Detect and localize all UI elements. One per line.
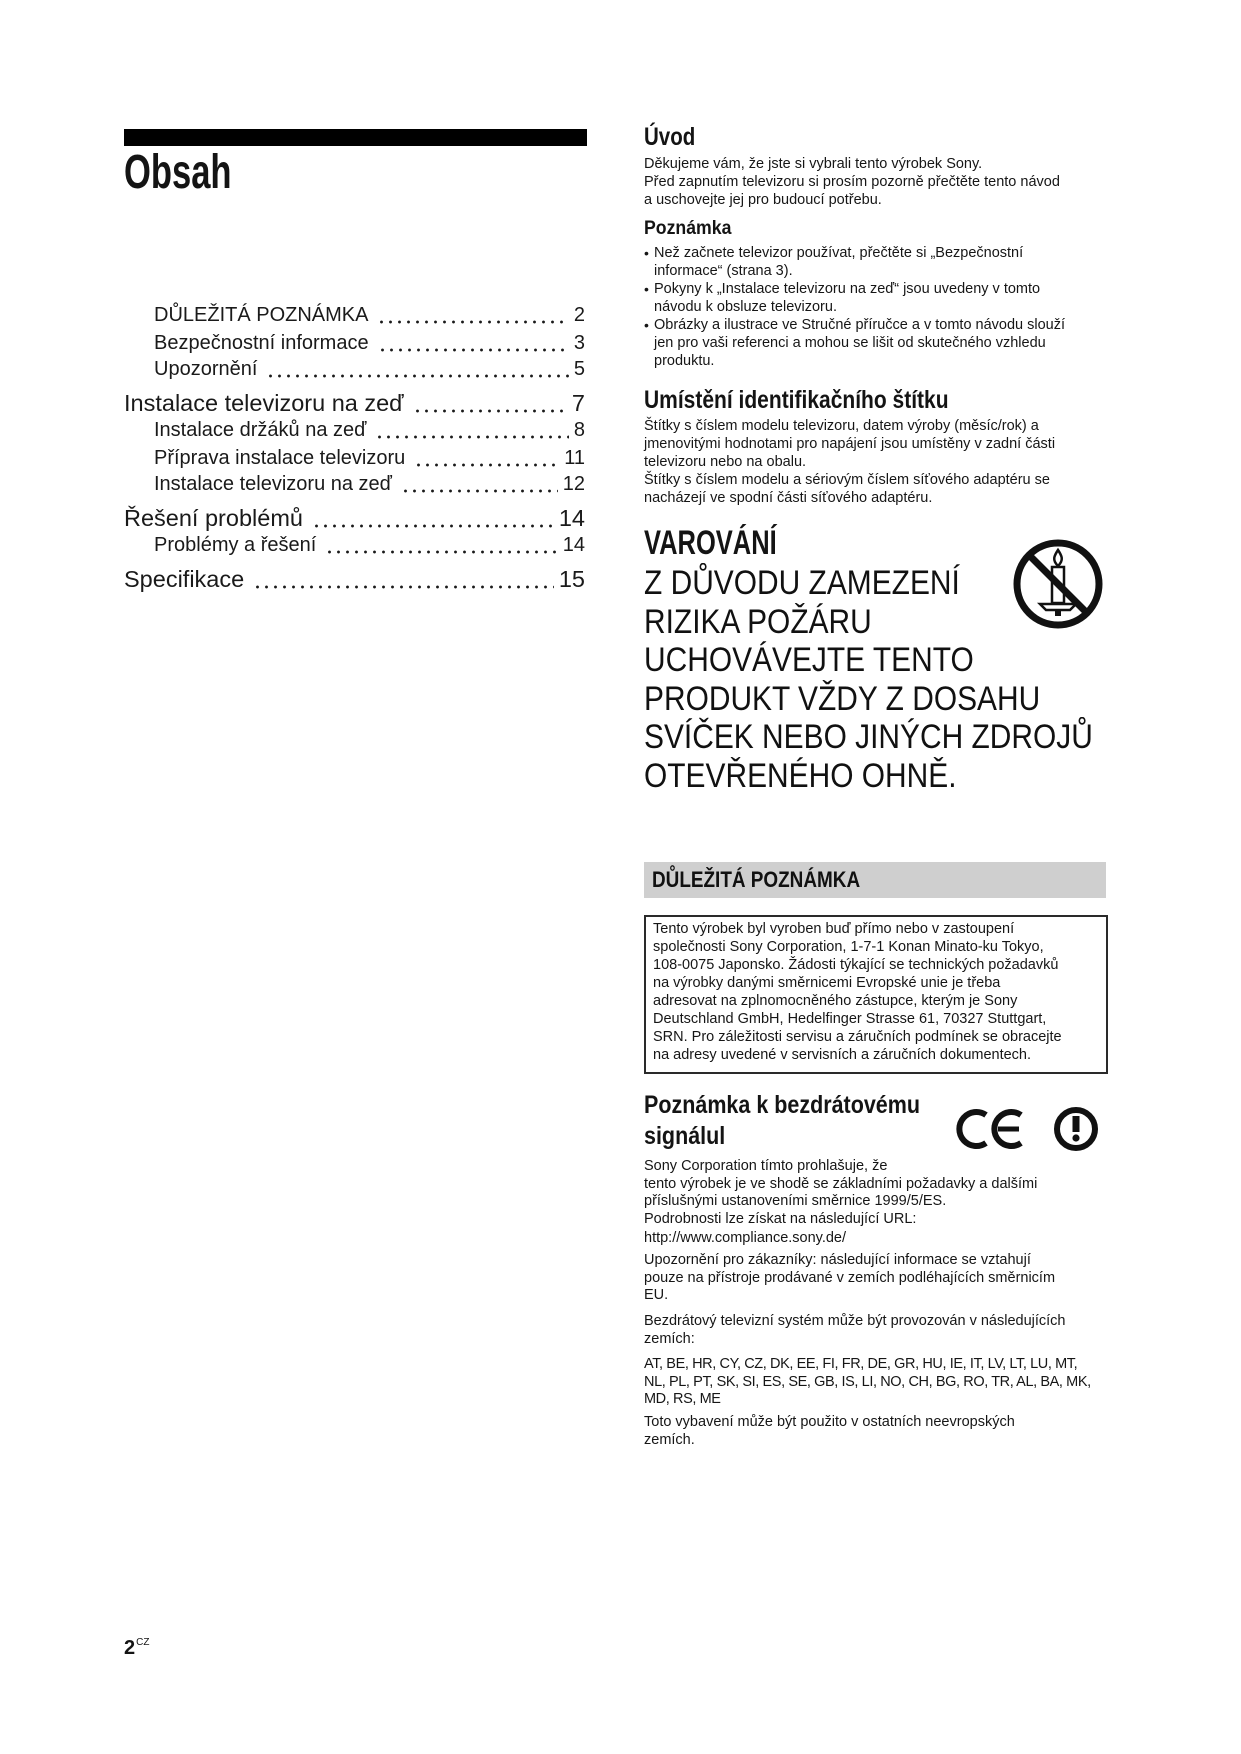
page-region-code: CZ: [136, 1637, 150, 1648]
page-number-value: 2: [124, 1637, 136, 1659]
toc-dot-leader: [310, 503, 554, 533]
warning-line: PRODUKT VŽDY Z DOSAHU: [644, 679, 1041, 718]
toc-section-label: Řešení problémů: [124, 505, 303, 531]
wireless-paragraph: [644, 1414, 1110, 1449]
intro-heading-text: Úvod: [644, 123, 696, 151]
toc-section[interactable]: [124, 503, 585, 533]
toc-title-text: Obsah: [124, 146, 232, 199]
toc-section[interactable]: [124, 388, 585, 418]
note-bullet-item: [644, 280, 1110, 316]
compliance-url: [644, 1230, 1110, 1248]
bullet-line: jen pro vaši referenci a mohou se lišit od skutečného vzhledu: [654, 335, 1046, 351]
wireless-line: Podrobnosti lze získat na následující URL:: [644, 1210, 917, 1227]
wireless-line: EU.: [644, 1287, 669, 1303]
label-location-heading: [644, 385, 1110, 415]
toc-dot-leader: [251, 564, 554, 594]
toc-entry-label: Problémy a řešení: [154, 534, 317, 556]
toc-entry-page: 11: [564, 447, 585, 469]
toc-entry-page: 2: [573, 304, 585, 326]
label-line: televizoru nebo na obalu.: [644, 454, 807, 470]
notice-line: SRN. Pro záležitosti servisu a záručních podmínek se obracejte: [653, 1029, 1062, 1045]
ce-mark-icon: [956, 1106, 1028, 1152]
notice-line: Tento výrobek byl vyroben buď přímo nebo v zastoupení: [653, 921, 1015, 937]
label-line: jmenovitými hodnotami pro napájení jsou umístěny v zadní části: [644, 436, 1056, 452]
label-line: Štítky s číslem modelu a sériovým číslem síťového adaptéru se: [644, 472, 1050, 488]
toc-entry-label: Instalace televizoru na zeď: [154, 473, 392, 495]
country-list: [644, 1356, 1110, 1409]
wireless-heading-line: signálul: [644, 1122, 726, 1150]
toc-entry-page: 12: [562, 473, 585, 495]
label-location-text: [644, 417, 1110, 507]
note-heading-text: Poznámka: [644, 218, 732, 239]
toc-section-page: 15: [558, 566, 585, 592]
note-bullet-item: [644, 316, 1110, 370]
wireless-line: zemích:: [644, 1330, 695, 1347]
toc-entry[interactable]: [154, 444, 585, 472]
toc-entry-page: 14: [562, 534, 585, 556]
toc-entry[interactable]: [154, 329, 585, 357]
bullet-line: informace“ (strana 3).: [654, 263, 793, 279]
toc-section-label: Instalace televizoru na zeď: [124, 390, 404, 416]
wireless-line: Sony Corporation tímto prohlašuje, že: [644, 1158, 888, 1174]
page-number: [124, 1631, 149, 1660]
toc-dot-leader: [412, 444, 559, 472]
notice-line: na adresy uvedené v servisních a záručních dokumentech.: [653, 1047, 1032, 1063]
toc-section[interactable]: [124, 564, 585, 594]
note-bullet-item: [644, 244, 1110, 280]
notice-line: Deutschland GmbH, Hedelfinger Strasse 61, 70327 Stuttgart,: [653, 1011, 1047, 1027]
bullet-line: • Pokyny k „Instalace televizoru na zeď“ jsou uvedeny v tomto: [654, 281, 1041, 297]
toc-section-label: Specifikace: [124, 566, 245, 592]
wireless-line: Bezdrátový televizní systém může být provozován v následujících: [644, 1313, 1066, 1329]
bullet-line: návodu k obsluze televizoru.: [654, 299, 837, 315]
wireless-line: příslušnými ustanoveními směrnice 1999/5/ES.: [644, 1193, 947, 1209]
notice-line: na výrobky danými směrnicemi Evropské unie je třeba: [653, 975, 1001, 991]
label-line: Štítky s číslem modelu televizoru, datem výroby (měsíc/rok) a: [644, 418, 1039, 434]
label-location-heading-text: Umístění identifikačního štítku: [644, 386, 949, 414]
notice-line: adresovat na zplnomocněného zástupce, kterým je Sony: [653, 993, 1018, 1009]
warning-line: OTEVŘENÉHO OHNĚ.: [644, 756, 957, 795]
warning-line: Z DŮVODU ZAMEZENÍ: [644, 564, 960, 602]
warning-heading-text: VAROVÁNÍ: [644, 524, 777, 562]
label-line: nacházejí ve spodní části síťového adaptéru.: [644, 490, 933, 506]
toc-dot-leader: [373, 416, 568, 444]
toc-section-page: 7: [571, 390, 585, 416]
note-heading: [644, 218, 1110, 240]
wireless-heading: [644, 1090, 1110, 1152]
toc-entry-page: 5: [573, 358, 585, 380]
important-notice-banner: [644, 862, 1106, 898]
bullet-line: • Než začnete televizor používat, přečtěte si „Bezpečnostní: [654, 245, 1024, 261]
toc-dot-leader: [399, 470, 558, 498]
toc-entry[interactable]: [154, 301, 585, 329]
bullet-line: • Obrázky a ilustrace ve Stručné příručce a v tomto návodu slouží: [654, 317, 1066, 333]
wireless-line: tento výrobek je ve shodě se základními požadavky a dalšími: [644, 1175, 1038, 1192]
wireless-heading-line: Poznámka k bezdrátovému: [644, 1091, 921, 1119]
wireless-line: Upozornění pro zákazníky: následující informace se vztahují: [644, 1252, 1031, 1268]
important-notice-title: DŮLEŽITÁ POZNÁMKA: [652, 867, 861, 892]
warning-line: SVÍČEK NEBO JINÝCH ZDROJŮ: [644, 718, 1093, 757]
toc-entry[interactable]: [154, 416, 585, 444]
toc-dot-leader: [376, 329, 569, 357]
toc-title: [124, 146, 273, 199]
intro-text: [644, 155, 1110, 209]
note-bullet-list: [644, 244, 1110, 370]
alert-icon: [1050, 1104, 1102, 1154]
toc-entry-page: 3: [573, 332, 585, 354]
toc-entry[interactable]: [154, 355, 585, 383]
wireless-line: zemích.: [644, 1431, 695, 1448]
notice-line: 108-0075 Japonsko. Žádosti týkající se technických požadavků: [653, 957, 1059, 973]
important-notice-box: [644, 915, 1108, 1074]
country-line: MD, RS, ME: [644, 1391, 721, 1407]
notice-line: společnosti Sony Corporation, 1-7-1 Konan Minato-ku Tokyo,: [653, 939, 1044, 955]
wireless-paragraph: [644, 1313, 1110, 1348]
compliance-url-link[interactable]: http://www.compliance.sony.de/: [644, 1230, 847, 1246]
toc-entry-label: Bezpečnostní informace: [154, 332, 369, 354]
toc-dot-leader: [323, 531, 557, 559]
toc-dot-leader: [264, 355, 568, 383]
country-line: AT, BE, HR, CY, CZ, DK, EE, FI, FR, DE, GR, HU, IE, IT, LV, LT, LU, MT,: [644, 1356, 1078, 1372]
warning-line: RIZIKA POŽÁRU: [644, 602, 872, 641]
toc-entry-label: DŮLEŽITÁ POZNÁMKA: [154, 304, 369, 326]
toc-entry-page: 8: [573, 419, 585, 441]
intro-line: Před zapnutím televizoru si prosím pozorně přečtěte tento návod: [644, 174, 1060, 190]
toc-entry-label: Upozornění: [154, 358, 258, 380]
toc-entry-label: Instalace držáků na zeď: [154, 419, 367, 441]
intro-line: a uschovejte jej pro budoucí potřebu.: [644, 192, 882, 208]
wireless-line: pouze na přístroje prodávané v zemích podléhajících směrnicím: [644, 1269, 1056, 1286]
bullet-line: produktu.: [654, 353, 715, 369]
toc-entry[interactable]: [154, 531, 585, 559]
wireless-line: Toto vybavení může být použito v ostatních neevropských: [644, 1414, 1015, 1430]
intro-line: Děkujeme vám, že jste si vybrali tento výrobek Sony.: [644, 156, 983, 172]
country-line: NL, PL, PT, SK, SI, ES, SE, GB, IS, LI, NO, CH, BG, RO, TR, AL, BA, MK,: [644, 1373, 1091, 1390]
intro-heading: [644, 122, 1110, 152]
toc-section-page: 14: [558, 505, 585, 531]
title-rule: [124, 129, 587, 146]
no-candle-icon: [1010, 536, 1106, 632]
toc-dot-leader: [375, 301, 568, 329]
toc-dot-leader: [411, 388, 567, 418]
wireless-paragraph: [644, 1158, 1110, 1228]
toc-entry-label: Příprava instalace televizoru: [154, 447, 406, 469]
warning-line: UCHOVÁVEJTE TENTO: [644, 641, 974, 680]
toc-entry[interactable]: [154, 470, 585, 498]
wireless-paragraph: [644, 1252, 1110, 1305]
